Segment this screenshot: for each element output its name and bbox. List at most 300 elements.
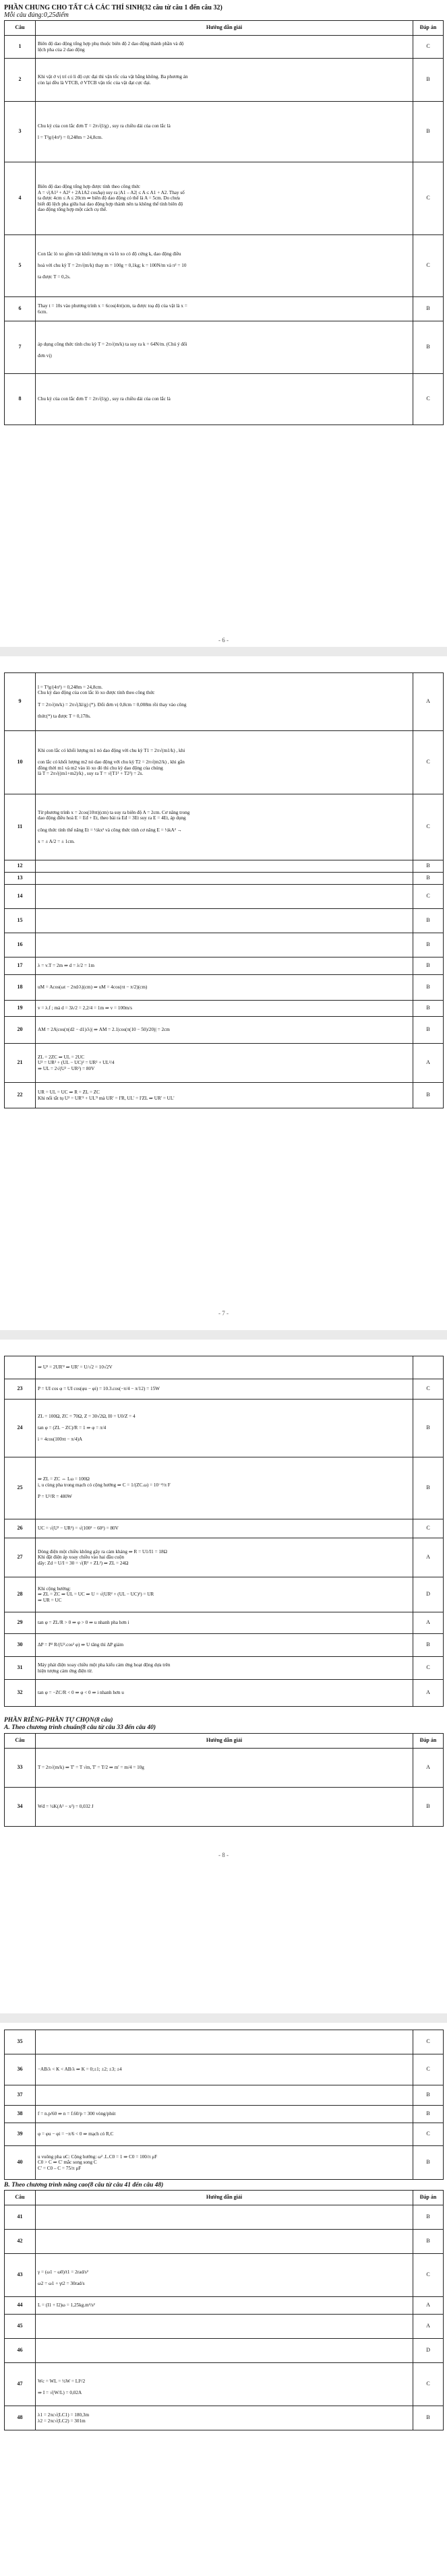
- col-ans-header: Đáp án: [413, 2191, 444, 2205]
- answer-table-4b: [4, 2190, 444, 2430]
- table-row: [5, 673, 444, 731]
- solution-guide: [36, 2205, 413, 2230]
- col-ans-header: Đáp án: [413, 21, 444, 36]
- question-number: 30: [5, 1634, 36, 1657]
- solution-guide: [36, 2123, 413, 2146]
- table-row: [5, 2123, 444, 2146]
- solution-guide: [36, 957, 413, 975]
- part-a-title: PHẦN RIÊNG-PHẦN TỰ CHỌN(8 câu): [4, 1717, 113, 1724]
- answer-letter: B: [413, 909, 444, 933]
- table-row: [5, 957, 444, 975]
- solution-line: [38, 1810, 411, 1816]
- solution-line: [38, 2238, 411, 2244]
- solution-line: là T = 2π√((m1+m2)/k) , suy ra T = √(T1² + T2²) = 2s.: [38, 771, 144, 777]
- solution-line: C' = C0 – C = 75/π μF: [38, 2165, 82, 2171]
- solution-guide: [36, 235, 413, 297]
- solution-line: l = T²g/(4π²) = 0,248m = 24,8cm.: [38, 684, 103, 690]
- solution-line: hiện tượng cảm ứng điện từ.: [38, 1668, 93, 1674]
- question-number: 34: [5, 1788, 36, 1827]
- question-number: 20: [5, 1017, 36, 1044]
- answer-letter: B: [413, 2146, 444, 2180]
- answer-letter: A: [413, 1680, 444, 1707]
- solution-line: i = 4cos(100πt − π/4)A: [38, 1437, 83, 1443]
- page-number: - 6 -: [218, 637, 229, 643]
- answer-letter: B: [413, 321, 444, 374]
- table-row: [5, 1749, 444, 1788]
- answer-letter: C: [413, 1519, 444, 1538]
- solution-line: [38, 821, 411, 827]
- question-number: 31: [5, 1657, 36, 1680]
- answer-table-1: [4, 20, 444, 425]
- table-row: [5, 2230, 444, 2254]
- solution-line: thức(*) ta được T = 0,178s.: [38, 713, 91, 719]
- col-guide-header: Hướng dẫn giải: [36, 1734, 413, 1749]
- answer-table-3: [4, 1356, 444, 1707]
- solution-guide: [36, 1379, 413, 1400]
- answer-letter: A: [413, 1749, 444, 1788]
- solution-line: Biên độ dao động tổng hợp được tính theo công thức: [38, 184, 140, 190]
- question-number: 3: [5, 102, 36, 162]
- table-row: [5, 2254, 444, 2297]
- solution-line: Thay t = 10s vào phương trình x = 6cos(4πt)cm, ta được toạ độ của vật là x =: [38, 303, 187, 309]
- col-num-header: Câu: [5, 1734, 36, 1749]
- solution-guide: [36, 2339, 413, 2363]
- solution-guide: [36, 860, 413, 873]
- solution-line: Khi con lắc có khối lượng m1 nó dao động với chu kỳ T1 = 2π√(m1/k) , khi: [38, 748, 185, 754]
- solution-line: γ = (ω1 − ω0)/t1 = 2rad/s²: [38, 2269, 88, 2275]
- table-row: [5, 1379, 444, 1400]
- solution-line: Khi đặt điện áp xoay chiều vào hai đầu cuộn: [38, 1554, 124, 1561]
- answer-letter: B: [413, 860, 444, 873]
- solution-line: [38, 1431, 411, 1437]
- question-number: 19: [5, 1001, 36, 1017]
- question-number: 5: [5, 235, 36, 297]
- answer-letter: B: [413, 1001, 444, 1017]
- question-number: 13: [5, 873, 36, 885]
- solution-line: Khi vật ở vị trí có li độ cực đại thì vận tốc của vật bằng không. Ba phương án: [38, 73, 188, 80]
- solution-line: ⇒ I = √(W/L) = 0,02A: [38, 2390, 82, 2396]
- solution-guide: [36, 794, 413, 860]
- solution-guide: [36, 909, 413, 933]
- question-number: 12: [5, 860, 36, 873]
- solution-line: ΔP = P² R/(U².cos² φ) ⇒ U tăng thì ΔP giảm: [38, 1642, 124, 1648]
- table-row: [5, 2030, 444, 2054]
- table-row: [5, 909, 444, 933]
- table-row: [5, 162, 444, 235]
- solution-line: [38, 2039, 411, 2045]
- answer-letter: B: [413, 957, 444, 975]
- question-number: 8: [5, 374, 36, 425]
- solution-guide: [36, 1044, 413, 1083]
- solution-line: [38, 1798, 411, 1804]
- answer-letter: B: [413, 1400, 444, 1457]
- solution-line: biết độ lệch pha giữa hai dao động hợp thành nên ta không thể tính biên độ: [38, 201, 183, 207]
- question-number: 18: [5, 975, 36, 1001]
- answer-letter: C: [413, 794, 444, 860]
- table-row: [5, 794, 444, 860]
- solution-line: ZL = 100Ω, ZC = 70Ω, Z = 30√2Ω, I0 = U0/Z = 4: [38, 1414, 136, 1420]
- question-number: 1: [5, 36, 36, 59]
- table-row: [5, 2363, 444, 2406]
- solution-guide: [36, 1017, 413, 1044]
- answer-letter: C: [413, 374, 444, 425]
- answer-letter: C: [413, 2030, 444, 2054]
- table-row: [5, 2339, 444, 2363]
- solution-guide: [36, 2297, 413, 2315]
- page-gap: [0, 2013, 447, 2023]
- answer-letter: D: [413, 1577, 444, 1612]
- question-number: 14: [5, 885, 36, 909]
- answer-letter: A: [413, 1044, 444, 1083]
- solution-line: [38, 918, 411, 924]
- solution-guide: [36, 321, 413, 374]
- solution-line: AM = 2A|cos(π(d2 − d1)/λ)| ⇒ AM = 2.1|cos(π(10 − 50)/20)| = 2cm: [38, 1027, 170, 1033]
- table-row: [5, 885, 444, 909]
- answer-letter: B: [413, 2106, 444, 2123]
- solution-guide: [36, 59, 413, 102]
- solution-guide: [36, 2406, 413, 2430]
- solution-guide: [36, 1657, 413, 1680]
- solution-line: Máy phát điện xoay chiều một pha kiểu cảm ứng hoạt động dựa trên: [38, 1662, 171, 1668]
- solution-guide: [36, 162, 413, 235]
- answer-letter: B: [413, 975, 444, 1001]
- part-a-subtitle: A. Theo chương trình chuẩn(8 câu từ câu 33 đến câu 40): [4, 1724, 156, 1731]
- question-number: 24: [5, 1400, 36, 1457]
- answer-letter: A: [413, 1538, 444, 1577]
- solution-line: Từ phương trình x = 2cos(10πt)(cm) ta suy ra biên độ A = 2cm. Cơ năng trong: [38, 809, 190, 815]
- answer-letter: A: [413, 2315, 444, 2339]
- solution-line: λ = v.T = 2m ⇒ d = λ/2 = 1m: [38, 963, 94, 969]
- solution-line: [38, 269, 411, 275]
- solution-guide: [36, 297, 413, 321]
- col-num-header: Câu: [5, 21, 36, 36]
- table-row: [5, 2406, 444, 2430]
- solution-line: T = 2π√(m/k) ⇒ T' = T √m, T' = T/2 ⇒ m' = m/4 = 10g: [38, 1765, 144, 1771]
- table-row: [5, 860, 444, 873]
- solution-line: ⇒ UL = 2√(U² − UR²) = 80V: [38, 1065, 95, 1071]
- solution-guide: [36, 2363, 413, 2406]
- answer-letter: C: [413, 2123, 444, 2146]
- table-row: [5, 1356, 444, 1379]
- solution-guide: [36, 2315, 413, 2339]
- answer-letter: [413, 1356, 444, 1379]
- answer-letter: B: [413, 2085, 444, 2106]
- answer-letter: B: [413, 297, 444, 321]
- answer-letter: C: [413, 2363, 444, 2406]
- solution-line: [38, 942, 411, 948]
- table-row: [5, 1083, 444, 1108]
- solution-line: ZL = 2ZC ⇒ UL = 2UC: [38, 1054, 85, 1060]
- solution-line: Khi cộng hưởng:: [38, 1585, 71, 1592]
- solution-guide: [36, 2054, 413, 2085]
- table-row: [5, 1044, 444, 1083]
- solution-guide: [36, 1519, 413, 1538]
- answer-letter: B: [413, 1083, 444, 1108]
- answer-letter: C: [413, 731, 444, 794]
- table-row: [5, 1001, 444, 1017]
- answer-letter: C: [413, 36, 444, 59]
- solution-line: đồng thời m1 và m2 vào lò xo đó thì chu kỳ dao động của chúng: [38, 765, 163, 771]
- solution-line: v = λ.f ; mà d = 3λ/2 = 2,2/4 = 1m ⇒ v = 100m/s: [38, 1005, 133, 1011]
- solution-line: [38, 2348, 411, 2354]
- question-number: 46: [5, 2339, 36, 2363]
- solution-guide: [36, 2085, 413, 2106]
- col-ans-header: Đáp án: [413, 1734, 444, 1749]
- question-number: 29: [5, 1612, 36, 1634]
- table-row: [5, 1657, 444, 1680]
- table-row: [5, 2054, 444, 2085]
- table-header: [5, 21, 444, 36]
- solution-line: [38, 2073, 411, 2079]
- question-number: 7: [5, 321, 36, 374]
- table-row: [5, 36, 444, 59]
- solution-line: A = √(A1² + A2² + 2A1A2 cosΔφ) suy ra |A1 – A2| ≤ A ≤ A1 + A2. Thay số: [38, 189, 185, 195]
- solution-line: áp dụng công thức tính chu kỳ T = 2π√(m/k) ta suy ra k = 64N/m. (Chú ý đổi: [38, 341, 187, 347]
- solution-line: [38, 893, 411, 900]
- solution-guide: [36, 2254, 413, 2297]
- solution-guide: [36, 1612, 413, 1634]
- solution-guide: [36, 1083, 413, 1108]
- solution-guide: [36, 731, 413, 794]
- answer-letter: B: [413, 873, 444, 885]
- solution-line: tan φ = −ZC/R < 0 ⇒ φ < 0 ⇒ i nhanh hơn u: [38, 1690, 124, 1696]
- table-row: [5, 102, 444, 162]
- question-number: 48: [5, 2406, 36, 2430]
- solution-line: hoà với chu kỳ T = 2π√(m/k) thay m = 100g = 0,1kg; k = 100N/m và π² = 10: [38, 263, 187, 269]
- solution-line: ta được 4cm ≤ A ≤ 20cm ⇒ biên độ dao động có thể là A = 5cm. Do chưa: [38, 195, 180, 201]
- solution-line: [38, 257, 411, 263]
- answer-letter: A: [413, 673, 444, 731]
- solution-line: [38, 754, 411, 760]
- table-row: [5, 2085, 444, 2106]
- solution-line: Con lắc lò xo gồm vật khối lượng m và lò xo có độ cứng k, dao động điều: [38, 251, 181, 257]
- section-subtitle: Mỗi câu đúng:0,25điểm: [4, 11, 69, 19]
- table-row: [5, 933, 444, 957]
- table-row: [5, 235, 444, 297]
- solution-line: tan φ = (ZL − ZC)/R = 1 ⇒ φ = π/4: [38, 1425, 107, 1431]
- solution-line: dây: Zd = U/I = 30 = √(R² + ZL²) ⇒ ZL = 24Ω: [38, 1560, 129, 1566]
- solution-guide: [36, 1680, 413, 1707]
- solution-guide: [36, 885, 413, 909]
- answer-letter: C: [413, 1379, 444, 1400]
- solution-line: [38, 875, 411, 881]
- solution-line: Biên độ dao động tổng hợp phụ thuộc biên độ 2 dao động thành phần và độ: [38, 40, 184, 46]
- table-row: [5, 1634, 444, 1657]
- solution-guide: [36, 2146, 413, 2180]
- table-row: [5, 975, 444, 1001]
- table-row: [5, 1457, 444, 1519]
- solution-line: lệch pha của 2 dao động: [38, 46, 85, 53]
- col-num-header: Câu: [5, 2191, 36, 2205]
- solution-line: công thức tính thế năng Et = ½kx² và công thức tính cơ năng E = ½kA² →: [38, 827, 182, 833]
- page-1: [0, 0, 447, 647]
- question-number: 44: [5, 2297, 36, 2315]
- solution-guide: [36, 975, 413, 1001]
- solution-line: [38, 348, 411, 354]
- table-row: [5, 1788, 444, 1827]
- solution-guide: [36, 933, 413, 957]
- solution-guide: [36, 1788, 413, 1827]
- col-guide-header: Hướng dẫn giải: [36, 2191, 413, 2205]
- solution-line: ⇒ U² = 2UR'² ⇒ UR' = U/√2 = 10√2V: [38, 1364, 113, 1371]
- table-row: [5, 1400, 444, 1457]
- solution-line: [38, 696, 411, 702]
- question-number: 21: [5, 1044, 36, 1083]
- solution-line: Khi nối tắt tụ U² = UR'² + UL'² mà UR' = I'R, UL' = I'ZL ⇒ UR' = UL': [38, 1095, 175, 1101]
- table-row: [5, 1519, 444, 1538]
- solution-line: [38, 1420, 411, 1426]
- solution-line: Wc = WL = ½W = LI²/2: [38, 2378, 86, 2384]
- table-row: [5, 1612, 444, 1634]
- solution-line: [38, 2092, 411, 2098]
- table-row: [5, 1577, 444, 1612]
- solution-guide: [36, 1356, 413, 1379]
- table-row: [5, 2146, 444, 2180]
- solution-guide: [36, 1538, 413, 1577]
- answer-letter: B: [413, 2230, 444, 2254]
- solution-line: [38, 2373, 411, 2379]
- solution-line: l = T²g/(4π²) = 0,248m = 24,8cm.: [38, 134, 103, 140]
- table-row: [5, 2297, 444, 2315]
- solution-guide: [36, 2230, 413, 2254]
- answer-letter: B: [413, 933, 444, 957]
- question-number: 33: [5, 1749, 36, 1788]
- question-number: 9: [5, 673, 36, 731]
- answer-letter: C: [413, 2254, 444, 2297]
- solution-guide: [36, 1001, 413, 1017]
- solution-line: [38, 336, 411, 342]
- solution-line: λ1 = 2πc√(LC1) = 180,3m: [38, 2412, 90, 2418]
- solution-guide: [36, 1577, 413, 1612]
- answer-letter: B: [413, 1788, 444, 1827]
- question-number: 28: [5, 1577, 36, 1612]
- solution-line: UR = UL = UC ⇒ R = ZL = ZC: [38, 1089, 100, 1095]
- solution-guide: [36, 873, 413, 885]
- question-number: 25: [5, 1457, 36, 1519]
- page-gap: [0, 1330, 447, 1340]
- question-number: 16: [5, 933, 36, 957]
- solution-line: dao động điều hoà E = Eđ + Et, theo bài ra Eđ = 3Et suy ra E = 4Et, áp dụng: [38, 815, 186, 821]
- solution-line: φ = φu − φi = −π/6 < 0 ⇒ mạch có R,C: [38, 2131, 114, 2137]
- table-row: [5, 731, 444, 794]
- solution-line: ta được T = 0,2s.: [38, 274, 71, 280]
- solution-guide: [36, 1749, 413, 1788]
- question-number: 26: [5, 1519, 36, 1538]
- table-row: [5, 321, 444, 374]
- solution-line: [38, 833, 411, 839]
- answer-letter: C: [413, 235, 444, 297]
- answer-letter: B: [413, 1634, 444, 1657]
- page-gap: [0, 647, 447, 656]
- question-number: 36: [5, 2054, 36, 2085]
- table-row: [5, 2205, 444, 2230]
- solution-line: ⇒ ZL = ZC ⇔ Lω = 100Ω: [38, 1476, 90, 1482]
- solution-line: T = 2π√(m/k) = 2π√(Δl/g) (*). Đổi đơn vị 0,8cm = 0,008m rồi thay vào công: [38, 701, 187, 708]
- solution-line: uM = Acos(ωt − 2πd/λ)(cm) ⇒ uM = 4cos(πt − π/2)(cm): [38, 984, 148, 991]
- table-row: [5, 1680, 444, 1707]
- solution-line: [38, 1771, 411, 1777]
- solution-line: ⇒ UR = UC: [38, 1597, 62, 1603]
- question-number: 11: [5, 794, 36, 860]
- question-number: 10: [5, 731, 36, 794]
- solution-line: ⇒ ZL = ZC ⇒ UL = UC ⇒ U = √(UR² + (UL − UC)²) = UR: [38, 1592, 154, 1598]
- answer-letter: B: [413, 102, 444, 162]
- solution-line: Dòng điện một chiều không gây ra cảm kháng ⇒ R = U1/I1 = 18Ω: [38, 1548, 167, 1554]
- table-row: [5, 2315, 444, 2339]
- question-number: 17: [5, 957, 36, 975]
- solution-line: Wđ = ½K(A² − x²) = 0,032 J: [38, 1804, 94, 1810]
- table-row: [5, 59, 444, 102]
- question-number: 38: [5, 2106, 36, 2123]
- table-row: [5, 2106, 444, 2123]
- solution-line: [38, 2323, 411, 2329]
- solution-guide: [36, 1400, 413, 1457]
- answer-letter: B: [413, 2406, 444, 2430]
- answer-letter: B: [413, 1017, 444, 1044]
- solution-line: x = ± A/2 = ± 1cm.: [38, 838, 75, 844]
- solution-line: [38, 2061, 411, 2067]
- question-number: [5, 1356, 36, 1379]
- answer-table-3b: [4, 1733, 444, 1827]
- question-number: 2: [5, 59, 36, 102]
- solution-line: L = (I1 + I2)ω = 1,25kg.m²/s²: [38, 2302, 95, 2308]
- question-number: 41: [5, 2205, 36, 2230]
- solution-line: 6cm.: [38, 309, 48, 315]
- answer-letter: A: [413, 2297, 444, 2315]
- solution-guide: [36, 36, 413, 59]
- question-number: 6: [5, 297, 36, 321]
- solution-line: [38, 1759, 411, 1765]
- solution-line: Chu kỳ của con lắc đơn T = 2π√(l/g) , suy ra chiều dài của con lắc là: [38, 123, 171, 129]
- col-guide-header: Hướng dẫn giải: [36, 21, 413, 36]
- solution-line: đơn vị): [38, 353, 52, 359]
- question-number: 39: [5, 2123, 36, 2146]
- solution-line: [38, 129, 411, 135]
- table-row: [5, 1538, 444, 1577]
- solution-line: con lắc có khối lượng m2 nó dao động với chu kỳ T2 = 2π√(m2/k) , khi gắn: [38, 759, 185, 765]
- table-row: [5, 297, 444, 321]
- question-number: 32: [5, 1680, 36, 1707]
- question-number: 42: [5, 2230, 36, 2254]
- solution-line: [38, 2263, 411, 2269]
- answer-letter: C: [413, 1657, 444, 1680]
- solution-guide: [36, 374, 413, 425]
- answer-letter: A: [413, 1612, 444, 1634]
- question-number: 47: [5, 2363, 36, 2406]
- solution-guide: [36, 1457, 413, 1519]
- answer-letter: C: [413, 885, 444, 909]
- solution-line: C0 > C ⇒ C' mắc song song C: [38, 2160, 97, 2166]
- solution-guide: [36, 1634, 413, 1657]
- solution-line: P = UI cos φ = UI cos(φu − φi) = 10.3.cos(−π/4 − π/12) = 15W: [38, 1386, 160, 1392]
- page-4: [0, 2023, 447, 2576]
- table-row: [5, 873, 444, 885]
- solution-line: dao động tổng hợp một cách cụ thể.: [38, 207, 107, 213]
- solution-line: f = n.p/60 ⇒ n = f.60/p = 300 vòng/phút: [38, 2111, 116, 2117]
- solution-line: λ2 = 2πc√(LC2) = 301m: [38, 2418, 86, 2424]
- answer-letter: B: [413, 1457, 444, 1519]
- answer-table-2: [4, 672, 444, 1108]
- page-3: [0, 1340, 447, 2013]
- solution-line: P = U²/R = 480W: [38, 1494, 72, 1500]
- answer-letter: B: [413, 2205, 444, 2230]
- solution-guide: [36, 102, 413, 162]
- solution-line: i, u cùng pha trong mạch có cộng hưởng ⇒ C = 1/(ZC.ω) = 10⁻⁴/π F: [38, 1482, 171, 1488]
- solution-guide: [36, 673, 413, 731]
- question-number: 4: [5, 162, 36, 235]
- page-2: [0, 656, 447, 1330]
- solution-line: Chu kỳ dao động của con lắc lò xo được tính theo công thức: [38, 690, 155, 696]
